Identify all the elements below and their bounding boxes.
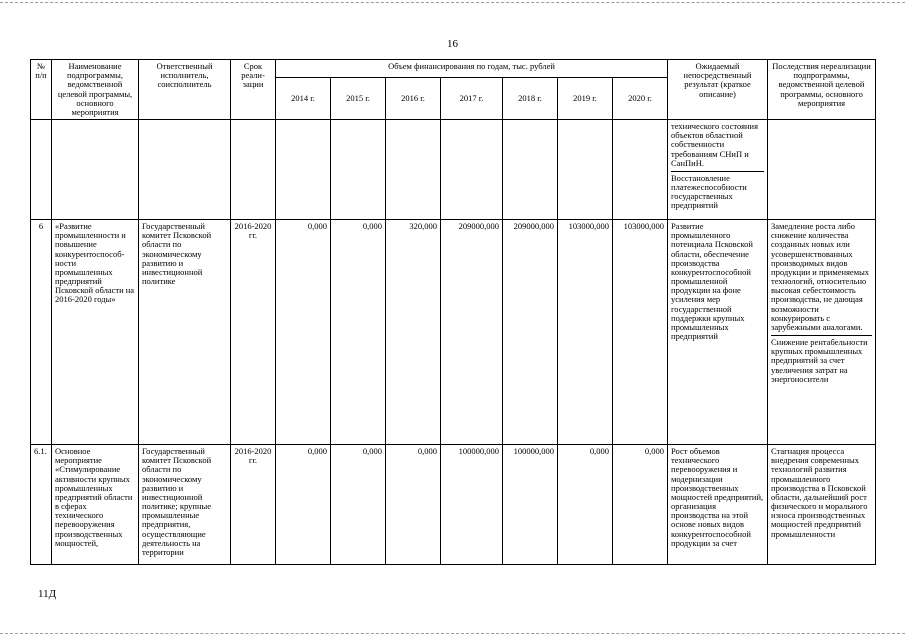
cell-expected-result <box>668 220 768 445</box>
table-row <box>31 220 876 445</box>
table-row <box>31 445 876 565</box>
cell-term <box>231 120 276 220</box>
cell-value <box>276 120 331 220</box>
header-year: 2017 г. <box>441 78 503 120</box>
cell-term: 2016-2020 гг. <box>231 445 276 565</box>
header-expected-result: Ожидаемый непосредственный результат (краткое описание) <box>668 60 768 120</box>
cell-name: Основное мероприятие «Стимулирование активности крупных промышленных предприятий области в сферах технического перевооружения производственных мощностей, <box>52 445 139 565</box>
header-name: Наименование подпрограммы, ведомственной целевой программы, основного мероприятия <box>52 60 139 120</box>
header-financing: Объем финансирования по годам, тыс. рублей <box>276 60 668 78</box>
header-term: Срок реали-зации <box>231 60 276 120</box>
consequence-paragraph: Стагнация процесса внедрения современных технологий развития промышленного производства в Псковской области, дальнейший рост физического и морального износа производственных мощностей предприятий промышленности <box>771 446 868 539</box>
cell-number <box>31 120 52 220</box>
cell-value: 320,000 <box>386 220 441 445</box>
cell-name <box>52 120 139 220</box>
page-number: 16 <box>447 38 458 50</box>
header-year: 2014 г. <box>276 78 331 120</box>
header-year: 2018 г. <box>503 78 558 120</box>
header-number: № п/п <box>31 60 52 120</box>
header-consequences: Последствия нереализации подпрограммы, ведомственной целевой программы, основного мероприятия <box>768 60 876 120</box>
cell-consequences <box>768 220 876 445</box>
cell-value <box>503 120 558 220</box>
cell-value <box>613 120 668 220</box>
header-year: 2016 г. <box>386 78 441 120</box>
cell-value: 0,000 <box>331 220 386 445</box>
cell-responsible: Государственный комитет Псковской области по экономическому развитию и инвестиционной политике <box>139 220 231 445</box>
result-paragraph: Развитие промышленного потенциала Псковской области, обеспечение производства конкурентоспособной промышленной продукции на фоне усиления мер государственной поддержки крупных промышленных предприятий <box>671 221 753 342</box>
cell-value <box>441 120 503 220</box>
scan-edge-bottom <box>0 633 905 634</box>
cell-number: 6 <box>31 220 52 445</box>
cell-value <box>386 120 441 220</box>
cell-term: 2016-2020 гг. <box>231 220 276 445</box>
cell-value: 0,000 <box>613 445 668 565</box>
cell-responsible <box>139 120 231 220</box>
scan-edge-top <box>0 2 905 3</box>
cell-expected-result <box>668 120 768 220</box>
cell-value: 209000,000 <box>441 220 503 445</box>
header-year: 2015 г. <box>331 78 386 120</box>
cell-value: 103000,000 <box>613 220 668 445</box>
cell-value: 100000,000 <box>503 445 558 565</box>
cell-value: 0,000 <box>386 445 441 565</box>
cell-expected-result <box>668 445 768 565</box>
cell-value: 0,000 <box>276 445 331 565</box>
cell-value: 0,000 <box>331 445 386 565</box>
cell-name: «Развитие промышленности и повышение конкурентоспособ-ности промышленных предприятий Псковской области на 2016-2020 годы» <box>52 220 139 445</box>
sheet-code: 11Д <box>38 588 57 600</box>
cell-value: 0,000 <box>558 445 613 565</box>
cell-value <box>331 120 386 220</box>
table-header-row <box>31 60 876 78</box>
consequence-paragraph: Замедление роста либо снижение количества созданных новых или усовершенствованных производимых видов продукции и применяемых технологий, относительно высокая себестоимость производства, не дающая возможности конкурировать с зарубежными аналогами. <box>771 221 870 332</box>
cell-number: 6.1. <box>31 445 52 565</box>
cell-value: 100000,000 <box>441 445 503 565</box>
table-row <box>31 120 876 220</box>
cell-value: 103000,000 <box>558 220 613 445</box>
program-financing-table <box>30 59 876 565</box>
result-paragraph: технического состояния объектов областной собственности требованиям СНиП и СанПиН. <box>671 121 758 168</box>
consequence-paragraph: Снижение рентабельности крупных промышленных предприятий за счет увеличения затрат на энергоносители <box>771 335 872 384</box>
cell-value: 209000,000 <box>503 220 558 445</box>
result-paragraph: Рост объемов технического перевооружения и модернизации производственных мощностей предприятий, организация производства на этой основе новых видов конкурентоспособной продукции за счет <box>671 446 764 548</box>
header-responsible: Ответственный исполнитель, соисполнитель <box>139 60 231 120</box>
result-paragraph: Восстановление платежеспособности государственных предприятий <box>671 171 764 211</box>
cell-consequences <box>768 445 876 565</box>
cell-responsible: Государственный комитет Псковской области по экономическому развитию и инвестиционной политике; крупные промышленные предприятия, осуществляющие деятельность на территории <box>139 445 231 565</box>
cell-value: 0,000 <box>276 220 331 445</box>
cell-value <box>558 120 613 220</box>
cell-consequences <box>768 120 876 220</box>
header-year: 2020 г. <box>613 78 668 120</box>
header-year: 2019 г. <box>558 78 613 120</box>
